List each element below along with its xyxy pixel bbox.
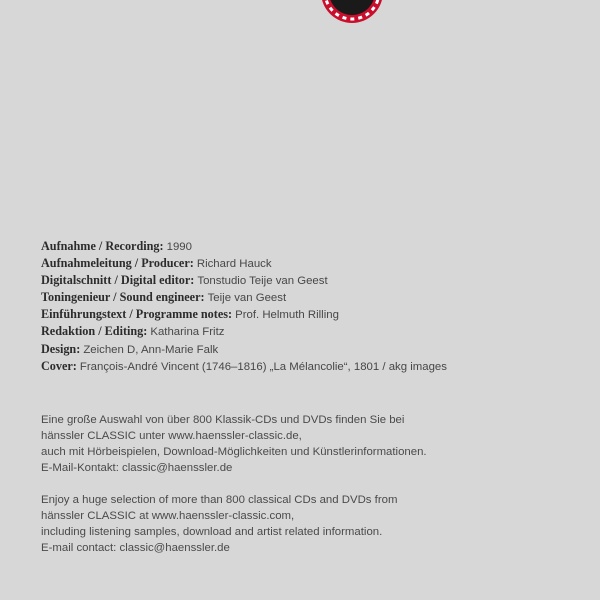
- info-english-line: including listening samples, download and artist related information.: [41, 526, 383, 538]
- credit-value: Prof. Helmuth Rilling: [235, 309, 339, 322]
- credit-programme-notes: [41, 306, 581, 323]
- credit-label: Aufnahme / Recording:: [41, 239, 164, 253]
- info-english-line: Enjoy a huge selection of more than 800 classical CDs and DVDs from: [41, 494, 398, 506]
- credit-label: Aufnahmeleitung / Producer:: [41, 256, 194, 271]
- info-german-line: Eine große Auswahl von über 800 Klassik-CDs und DVDs finden Sie bei: [41, 414, 405, 426]
- info-english-email: E-mail contact: classic@haenssler.de: [41, 542, 230, 554]
- credit-value: 1990: [166, 241, 192, 253]
- credits-block: [41, 238, 581, 375]
- credit-design: [41, 341, 581, 358]
- credit-value: Teije van Geest: [207, 292, 287, 305]
- credit-label: Digitalschnitt / Digital editor:: [41, 273, 195, 288]
- credit-label: Redaktion / Editing:: [41, 324, 148, 339]
- info-german-email: E-Mail-Kontakt: classic@haenssler.de: [41, 462, 233, 474]
- info-german-line: auch mit Hörbeispielen, Download-Möglichkeiten und Künstlerinformationen.: [41, 446, 427, 458]
- info-english: [41, 492, 561, 556]
- credit-label: Cover:: [41, 358, 77, 373]
- credit-recording: [41, 238, 581, 255]
- credit-value: Katharina Fritz: [150, 326, 225, 339]
- info-german: [41, 412, 561, 476]
- credit-editing: [41, 323, 581, 340]
- credit-value: Zeichen D, Ann-Marie Falk: [83, 343, 219, 356]
- credit-producer: [41, 255, 581, 272]
- credit-sound-engineer: [41, 289, 581, 306]
- credit-value: Richard Hauck: [196, 258, 272, 271]
- info-english-line: hänssler CLASSIC at www.haenssler-classic.com,: [41, 510, 295, 522]
- credit-cover: [41, 358, 581, 375]
- credit-label: Design:: [41, 341, 81, 356]
- haenssler-seal-icon: [320, 0, 384, 24]
- credit-value: François-André Vincent (1746–1816) „La Mélancolie“, 1801 / akg images: [79, 360, 447, 373]
- credit-label: Toningenieur / Sound engineer:: [41, 290, 205, 305]
- credit-digital-editor: [41, 272, 581, 289]
- credit-value: Tonstudio Teije van Geest: [197, 275, 328, 288]
- info-german-line: hänssler CLASSIC unter www.haenssler-classic.de,: [41, 430, 302, 442]
- credit-label: Einführungstext / Programme notes:: [41, 307, 233, 322]
